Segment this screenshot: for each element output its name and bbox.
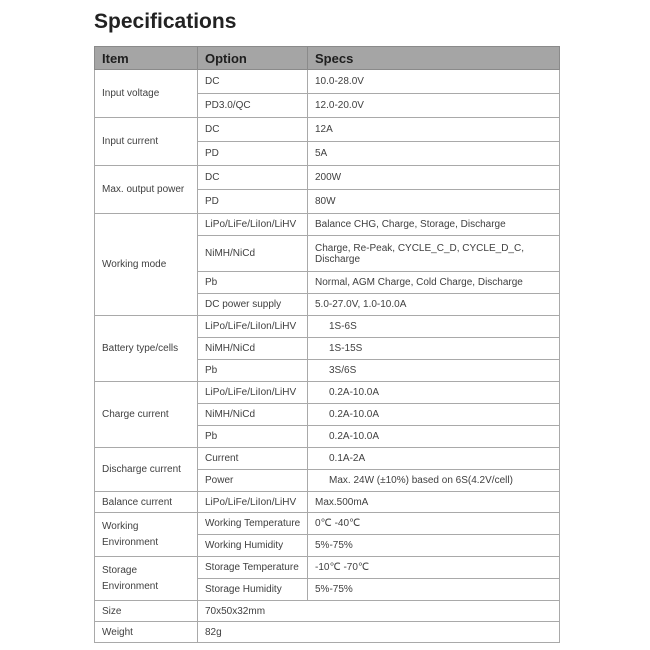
- option-cell: 82g: [198, 622, 560, 643]
- option-cell: PD: [198, 142, 308, 166]
- option-cell: PD: [198, 190, 308, 214]
- table-body: [95, 70, 560, 643]
- table-row: [95, 382, 560, 404]
- spec-cell: 1S-6S: [308, 316, 560, 338]
- option-cell: NiMH/NiCd: [198, 404, 308, 426]
- item-cell: [95, 166, 198, 214]
- spec-cell: Normal, AGM Charge, Cold Charge, Discharge: [308, 272, 560, 294]
- header-specs: Specs: [308, 47, 560, 70]
- item-label: Working Environment: [102, 520, 159, 548]
- option-cell: Pb: [198, 272, 308, 294]
- option-cell: DC: [198, 166, 308, 190]
- table-row: [95, 70, 560, 94]
- spec-cell: Charge, Re-Peak, CYCLE_C_D, CYCLE_D_C, Discharge: [308, 236, 560, 272]
- spec-cell: 0.2A-10.0A: [308, 404, 560, 426]
- item-label: Max. output power: [102, 183, 185, 195]
- option-cell: Pb: [198, 360, 308, 382]
- spec-cell: 5%-75%: [308, 579, 560, 601]
- spec-cell: 0.2A-10.0A: [308, 382, 560, 404]
- option-cell: Power: [198, 470, 308, 492]
- spec-cell: 0.2A-10.0A: [308, 426, 560, 448]
- table-row: [95, 557, 560, 579]
- option-cell: Storage Temperature: [198, 557, 308, 579]
- table-row: [95, 601, 560, 622]
- item-cell: Discharge current: [95, 448, 198, 492]
- table-row: [95, 316, 560, 338]
- item-cell: [95, 513, 198, 557]
- spec-cell: 10.0-28.0V: [308, 70, 560, 94]
- item-cell: Input voltage: [95, 70, 198, 118]
- option-cell: DC: [198, 70, 308, 94]
- option-cell: Pb: [198, 426, 308, 448]
- table-row: [95, 118, 560, 142]
- specifications-table: [94, 46, 560, 643]
- item-cell: [95, 557, 198, 601]
- header-item: Item: [95, 47, 198, 70]
- option-cell: NiMH/NiCd: [198, 338, 308, 360]
- spec-cell: 0.1A-2A: [308, 448, 560, 470]
- option-cell: LiPo/LiFe/LiIon/LiHV: [198, 214, 308, 236]
- spec-cell: -10℃ -70℃: [308, 557, 560, 579]
- option-cell: Current: [198, 448, 308, 470]
- option-cell: 70x50x32mm: [198, 601, 560, 622]
- spec-cell: 1S-15S: [308, 338, 560, 360]
- spec-cell: 12A: [308, 118, 560, 142]
- spec-cell: 0℃ -40℃: [308, 513, 560, 535]
- option-cell: LiPo/LiFe/LiIon/LiHV: [198, 492, 308, 513]
- spec-cell: Max.500mA: [308, 492, 560, 513]
- spec-cell: 80W: [308, 190, 560, 214]
- item-cell: Battery type/cells: [95, 316, 198, 382]
- item-cell: Size: [95, 601, 198, 622]
- item-cell: Charge current: [95, 382, 198, 448]
- option-cell: DC: [198, 118, 308, 142]
- spec-cell: 12.0-20.0V: [308, 94, 560, 118]
- item-cell: Working mode: [95, 214, 198, 316]
- spec-cell: 200W: [308, 166, 560, 190]
- option-cell: LiPo/LiFe/LiIon/LiHV: [198, 382, 308, 404]
- spec-cell: Max. 24W (±10%) based on 6S(4.2V/cell): [308, 470, 560, 492]
- spec-cell: 5.0-27.0V, 1.0-10.0A: [308, 294, 560, 316]
- option-cell: Storage Humidity: [198, 579, 308, 601]
- spec-cell: 3S/6S: [308, 360, 560, 382]
- table-row: [95, 492, 560, 513]
- page-title: Specifications: [94, 10, 237, 33]
- spec-cell: Balance CHG, Charge, Storage, Discharge: [308, 214, 560, 236]
- option-cell: Working Humidity: [198, 535, 308, 557]
- table-row: [95, 622, 560, 643]
- table-row: [95, 214, 560, 236]
- spec-cell: 5A: [308, 142, 560, 166]
- table-header-row: [95, 47, 560, 70]
- table-row: [95, 513, 560, 535]
- header-option: Option: [198, 47, 308, 70]
- item-cell: Input current: [95, 118, 198, 166]
- item-cell: Balance current: [95, 492, 198, 513]
- item-label: Storage Environment: [102, 564, 159, 592]
- option-cell: LiPo/LiFe/LiIon/LiHV: [198, 316, 308, 338]
- item-cell: Weight: [95, 622, 198, 643]
- spec-cell: 5%-75%: [308, 535, 560, 557]
- option-cell: NiMH/NiCd: [198, 236, 308, 272]
- option-cell: PD3.0/QC: [198, 94, 308, 118]
- option-cell: Working Temperature: [198, 513, 308, 535]
- option-cell: DC power supply: [198, 294, 308, 316]
- table-row: [95, 166, 560, 190]
- table-row: [95, 448, 560, 470]
